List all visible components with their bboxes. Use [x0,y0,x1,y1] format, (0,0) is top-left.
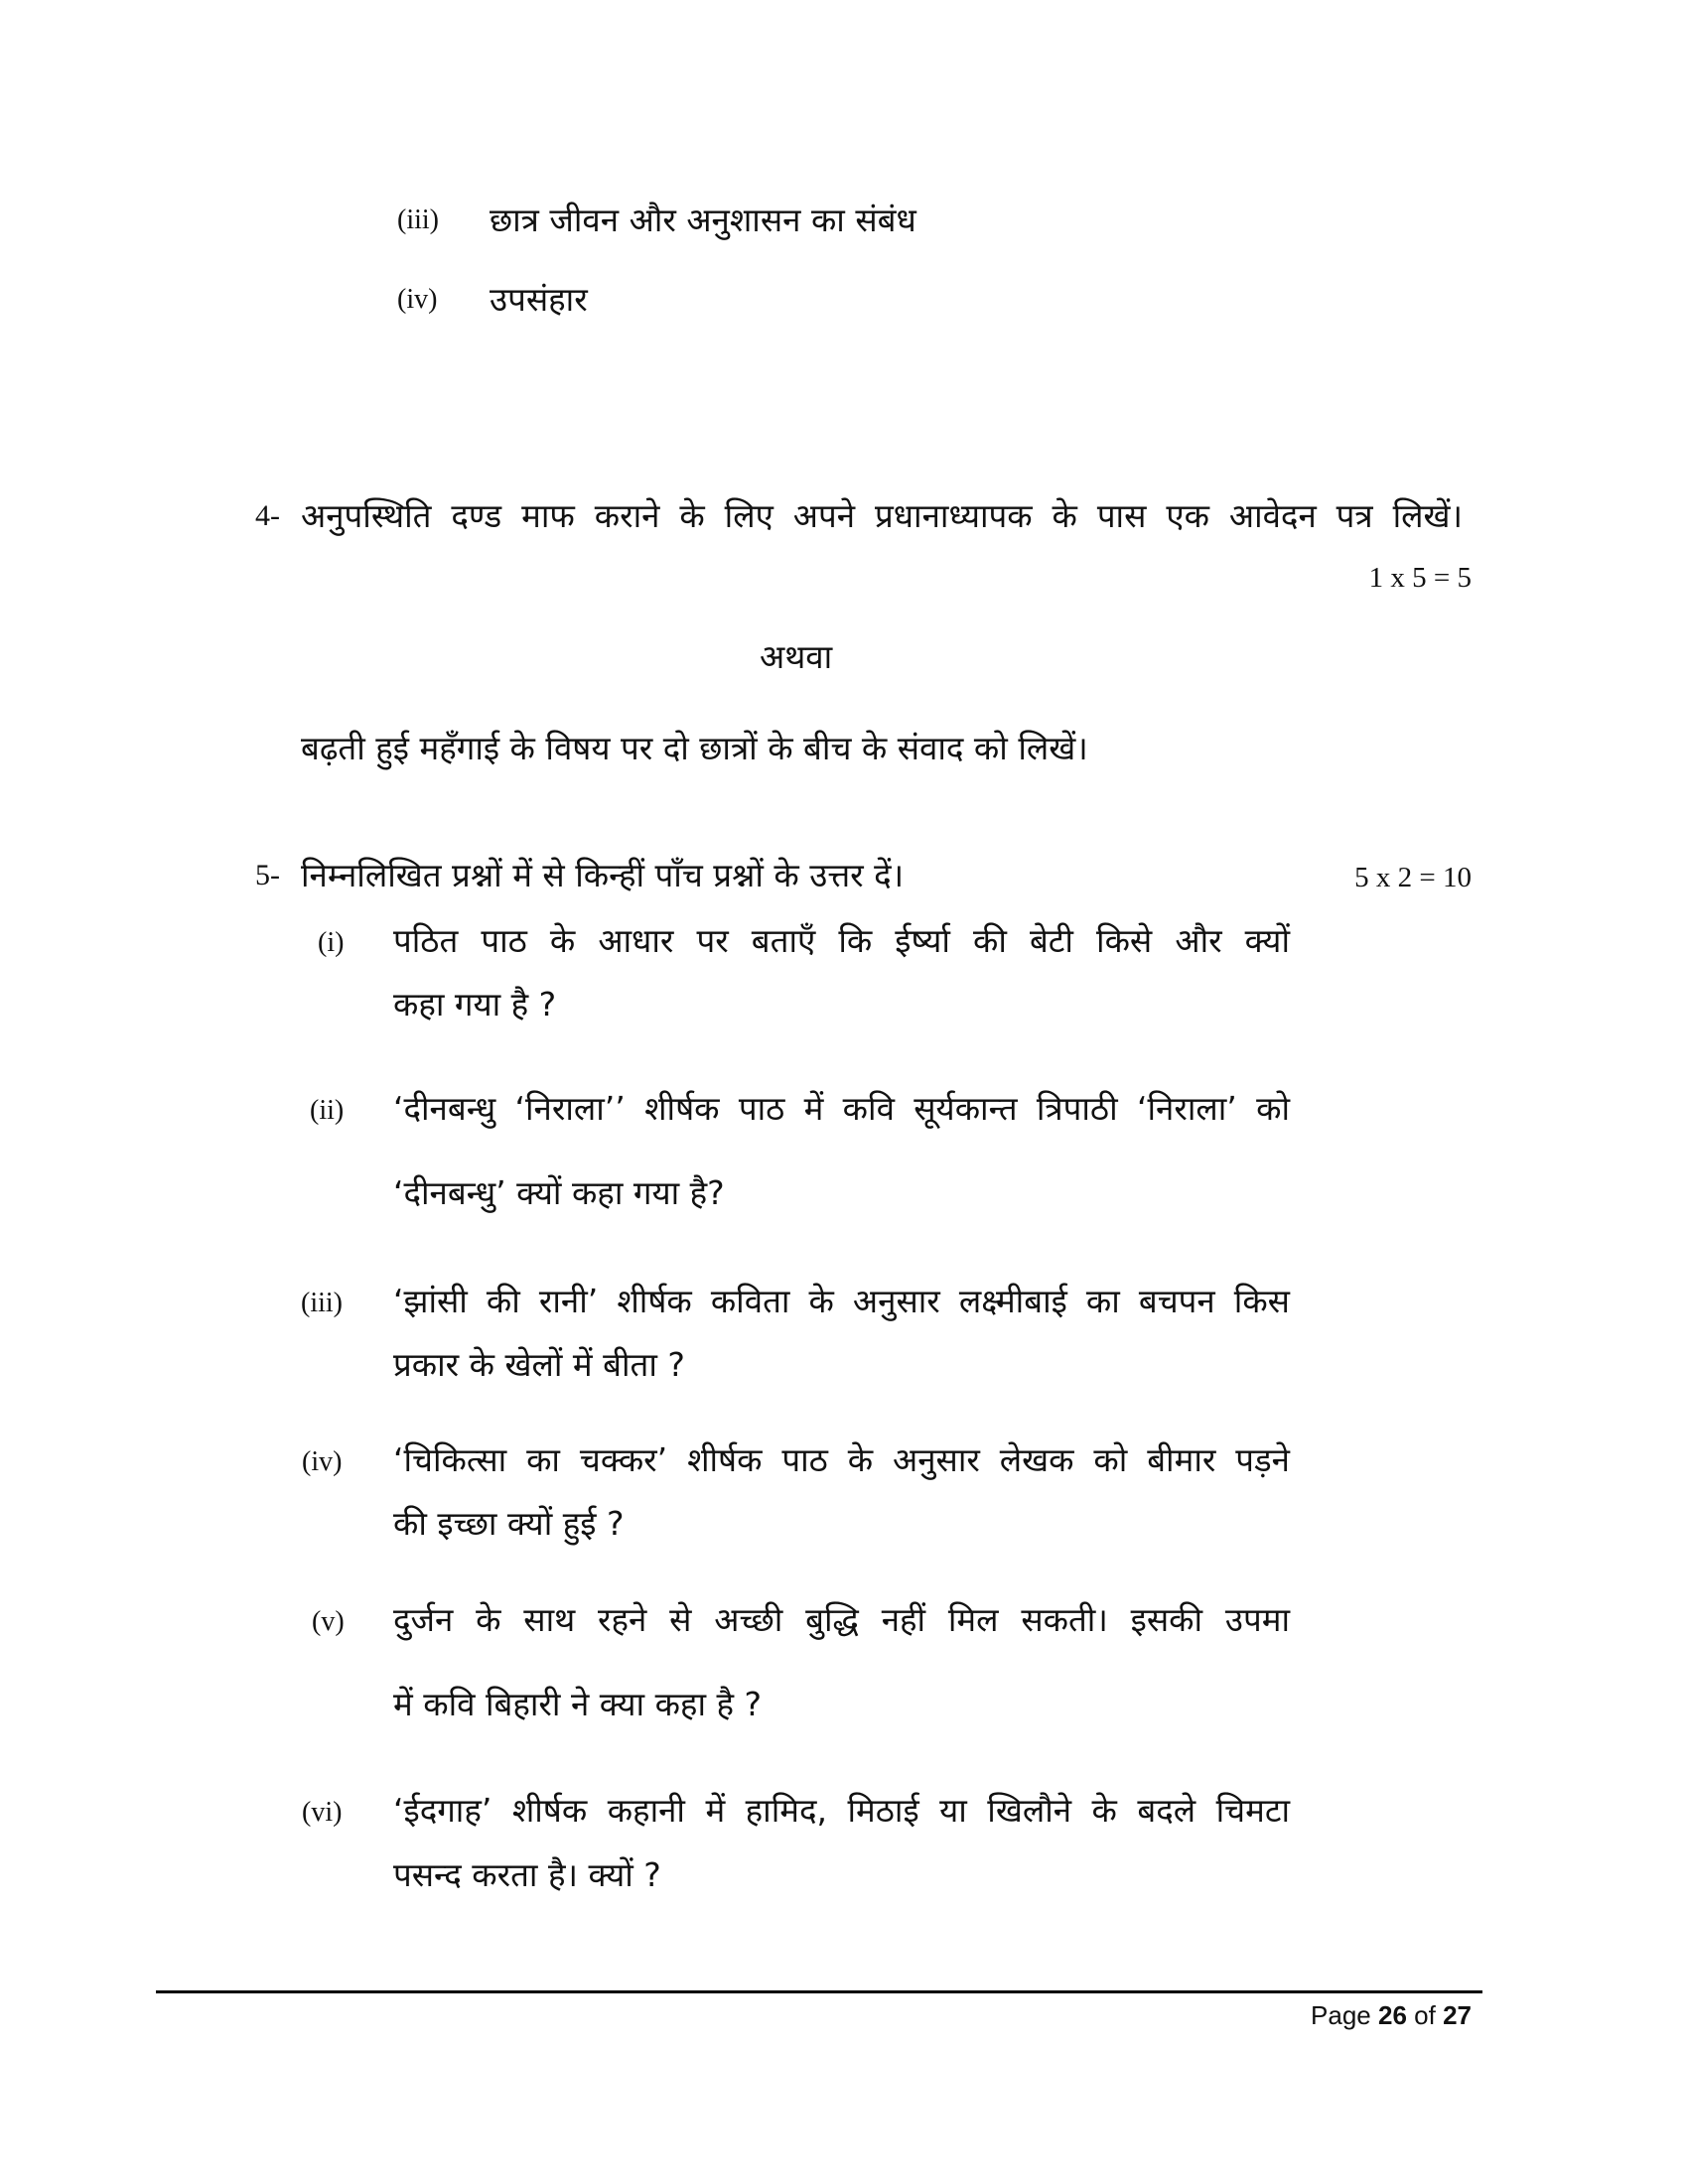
sub-question-label: (vi) [302,1797,343,1828]
question-marks: 1 x 5 = 5 [1368,562,1472,594]
question-text: निम्नलिखित प्रश्नों में से किन्हीं पाँच प्रश्नों के उत्तर दें। [301,856,905,894]
outline-text: छात्र जीवन और अनुशासन का संबंध [490,201,916,239]
sub-question-line: दुर्जन के साथ रहने से अच्छी बुद्धि नहीं मिल सकती। इसकी उपमा [393,1600,1290,1639]
or-label: अथवा [760,637,833,676]
sub-question-line: में कवि बिहारी ने क्या कहा है ? [393,1685,763,1723]
sub-question-line: प्रकार के खेलों में बीता ? [393,1345,685,1384]
alternate-question-text: बढ़ती हुई महँगाई के विषय पर दो छात्रों के बीच के संवाद को लिखें। [301,729,1088,767]
outline-label: (iv) [397,284,438,315]
sub-question-line: ‘चिकित्सा का चक्कर’ शीर्षक पाठ के अनुसार लेखक को बीमार पड़ने [393,1440,1290,1479]
page-prefix: Page [1311,2000,1371,2030]
sub-question-line: ‘झांसी की रानी’ शीर्षक कविता के अनुसार लक्ष्मीबाई का बचपन किस [393,1282,1290,1320]
sub-question-label: (v) [312,1606,345,1637]
sub-question-label: (iii) [301,1288,343,1318]
question-number: 4- [255,499,280,532]
sub-question-line: पठित पाठ के आधार पर बताएँ कि ईर्ष्या की बेटी किसे और क्यों [393,921,1290,960]
total-pages: 27 [1443,2000,1472,2030]
outline-text: उपसंहार [490,280,588,319]
sub-question-line: की इच्छा क्यों हुई ? [393,1504,625,1543]
sub-question-line: ‘दीनबन्धु’ क्यों कहा गया है? [393,1173,725,1212]
question-marks: 5 x 2 = 10 [1354,862,1472,893]
sub-question-line: ‘ईदगाह’ शीर्षक कहानी में हामिद, मिठाई या खिलौने के बदले चिमटा [393,1791,1290,1830]
current-page: 26 [1378,2000,1407,2030]
sub-question-line: कहा गया है ? [393,985,557,1024]
outline-label: (iii) [397,205,439,235]
question-text: अनुपस्थिति दण्ड माफ कराने के लिए अपने प्रधानाध्यापक के पास एक आवेदन पत्र लिखें। [301,496,1463,535]
sub-question-line: ‘दीनबन्धु ‘निराला’’ शीर्षक पाठ में कवि सूर्यकान्त त्रिपाठी ‘निराला’ को [393,1089,1290,1128]
page-of: of [1414,2000,1436,2030]
footer-divider [156,1990,1482,1993]
page-number [1311,2000,1472,2031]
sub-question-label: (iv) [302,1446,343,1477]
sub-question-label: (ii) [310,1095,345,1126]
sub-question-line: पसन्द करता है। क्यों ? [393,1855,661,1894]
sub-question-label: (i) [318,927,345,958]
question-number: 5- [255,859,280,891]
